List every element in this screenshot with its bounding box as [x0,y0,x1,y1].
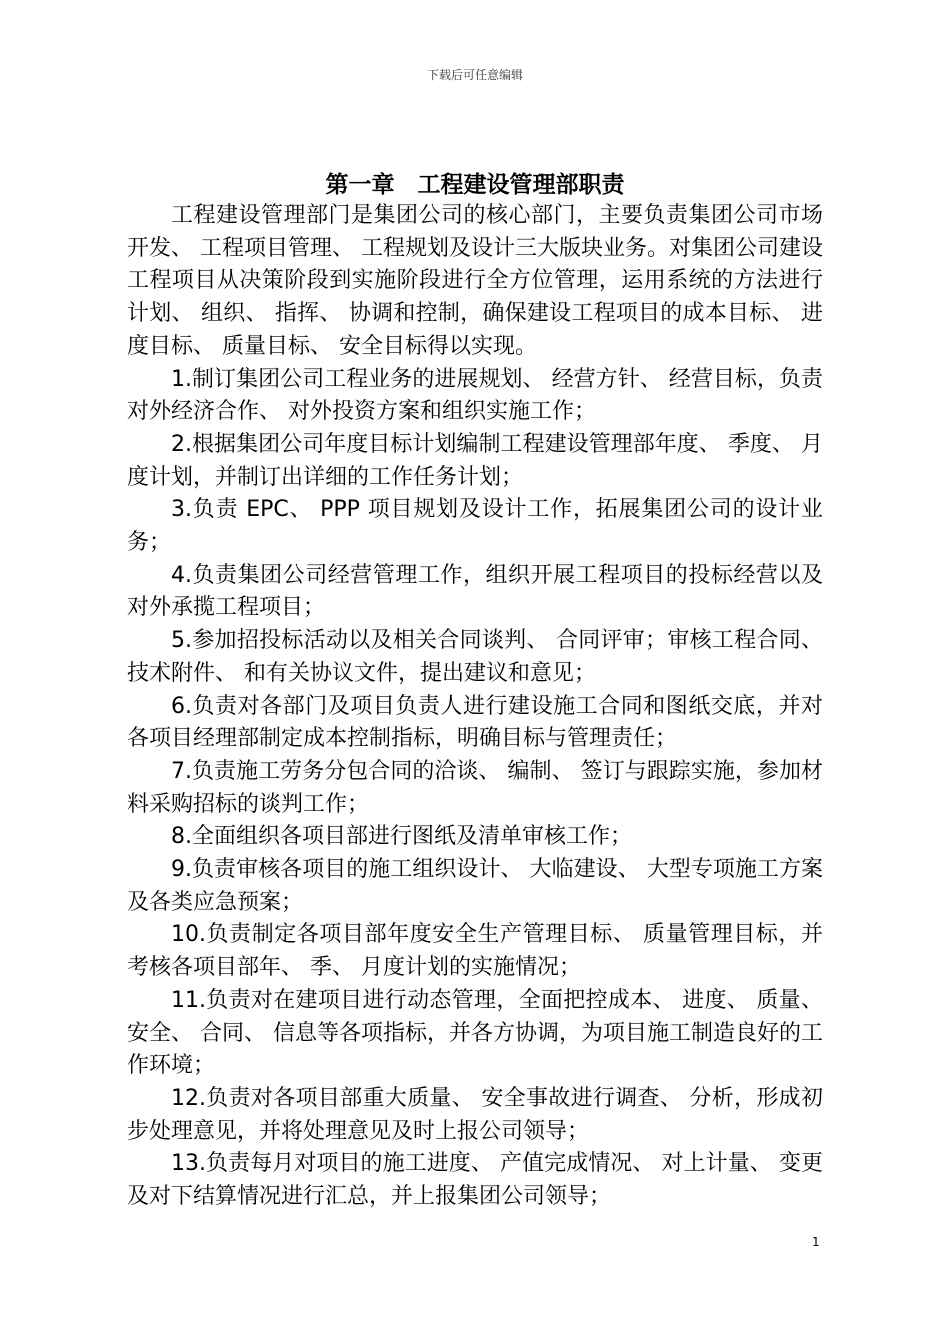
list-item: 12.负责对各项目部重大质量、 安全事故进行调查、 分析，形成初步处理意见，并将处理意见及时上报公司领导； [127,1085,823,1144]
list-item: 6.负责对各部门及项目负责人进行建设施工合同和图纸交底，并对各项目经理部制定成本控制指标，明确目标与管理责任； [127,693,823,752]
list-item: 3.负责 EPC、 PPP 项目规划及设计工作，拓展集团公司的设计业务； [127,497,823,556]
list-item: 8.全面组织各项目部进行图纸及清单审核工作； [171,824,632,850]
list-item: 5.参加招投标活动以及相关合同谈判、 合同评审；审核工程合同、 技术附件、 和有关协议文件，提出建议和意见； [127,628,823,686]
list-item: 7.负责施工劳务分包合同的洽谈、 编制、 签订与跟踪实施，参加材料采购招标的谈判工作； [127,758,823,817]
intro-paragraph: 工程建设管理部门是集团公司的核心部门，主要负责集团公司市场开发、 工程项目管理、 工程规划及设计三大版块业务。对集团公司建设工程项目从决策阶段到实施阶段进行全方位管理，运用系统的方法进行计划、 组织、 指挥、 协调和控制，确保建设工程项目的成本目标、 进度目标、 质量目标、 安全目标得以实现。 [127,203,823,359]
list-item: 2.根据集团公司年度目标计划编制工程建设管理部年度、 季度、 月度计划，并制订出详细的工作任务计划； [127,431,823,490]
document-body [127,200,823,1214]
list-item: 10.负责制定各项目部年度安全生产管理目标、 质量管理目标，并考核各项目部年、 季、 月度计划的实施情况； [127,922,823,981]
list-item: 9.负责审核各项目的施工组织设计、 大临建设、 大型专项施工方案及各类应急预案； [127,857,823,915]
chapter-title: 第一章 工程建设管理部职责 [325,172,625,198]
list-item: 4.负责集团公司经营管理工作，组织开展工程项目的投标经营以及对外承揽工程项目； [127,562,823,621]
list-item: 13.负责每月对项目的施工进度、 产值完成情况、 对上计量、 变更及对下结算情况进行汇总，并上报集团公司领导； [127,1151,823,1210]
header-note: 下载后可任意编辑 [426,68,523,82]
list-item: 11.负责对在建项目进行动态管理，全面把控成本、 进度、 质量、 安全、 合同、 信息等各项指标，并各方协调，为项目施工制造良好的工作环境； [127,987,823,1079]
page-number: 1 [812,1235,820,1249]
list-item: 1.制订集团公司工程业务的进展规划、 经营方针、 经营目标，负责对外经济合作、 对外投资方案和组织实施工作； [127,366,823,425]
